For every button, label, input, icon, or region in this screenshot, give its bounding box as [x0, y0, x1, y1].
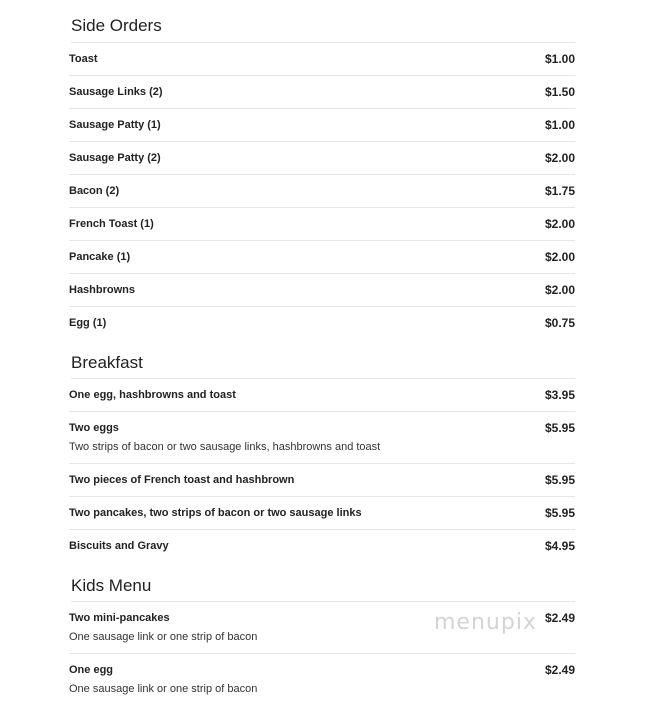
item-price: $2.49: [544, 663, 575, 677]
menu-item: [69, 241, 575, 274]
item-name: Egg (1): [69, 317, 107, 329]
section-side-orders: [69, 0, 575, 340]
item-name: Biscuits and Gravy: [69, 540, 169, 552]
item-name: Two pancakes, two strips of bacon or two sausage links: [69, 507, 362, 519]
menu-item: [69, 142, 575, 175]
item-name: French Toast (1): [69, 218, 154, 230]
item-price: $2.00: [544, 283, 575, 297]
item-price: $5.95: [544, 506, 575, 520]
item-price: $5.95: [544, 473, 575, 487]
menu-item: [69, 43, 575, 76]
item-name: One egg, hashbrowns and toast: [69, 389, 236, 401]
menu-item: [69, 379, 575, 412]
item-name: Bacon (2): [69, 185, 120, 197]
menu-item: [69, 109, 575, 142]
menu-item: [69, 208, 575, 241]
item-name: Two pieces of French toast and hashbrown: [69, 474, 295, 486]
section-title: Breakfast: [71, 340, 575, 379]
item-price: $2.00: [544, 250, 575, 264]
menu-item: [69, 412, 575, 464]
menu-item: [69, 654, 575, 706]
item-price: $5.95: [544, 421, 575, 435]
menu-item: [69, 497, 575, 530]
item-name: Hashbrowns: [69, 284, 136, 296]
section-breakfast: [69, 340, 575, 563]
section-title: Side Orders: [71, 0, 575, 43]
item-name: Two eggs: [69, 422, 119, 434]
item-price: $0.75: [544, 316, 575, 330]
item-price: $3.95: [544, 388, 575, 402]
menu-item: [69, 307, 575, 340]
item-price: $2.00: [544, 151, 575, 165]
section-title: Kids Menu: [71, 563, 575, 602]
item-name: Pancake (1): [69, 251, 131, 263]
menu-item: [69, 464, 575, 497]
item-name: Toast: [69, 53, 98, 65]
item-description: One sausage link or one strip of bacon: [69, 631, 258, 643]
menu: [69, 0, 575, 706]
menu-item: [69, 530, 575, 563]
item-description: Two strips of bacon or two sausage links, hashbrowns and toast: [69, 441, 381, 453]
menu-item: [69, 175, 575, 208]
item-description: One sausage link or one strip of bacon: [69, 683, 258, 695]
item-name: Sausage Links (2): [69, 86, 163, 98]
item-price: $1.50: [544, 85, 575, 99]
item-price: $1.00: [544, 118, 575, 132]
menu-item: [69, 274, 575, 307]
item-name: Two mini-pancakes: [69, 612, 170, 624]
item-price: $4.95: [544, 539, 575, 553]
watermark-logo: menupix: [434, 610, 537, 635]
item-name: Sausage Patty (1): [69, 119, 161, 131]
item-price: $1.00: [544, 52, 575, 66]
item-price: $2.49: [544, 611, 575, 625]
item-name: Sausage Patty (2): [69, 152, 161, 164]
item-name: One egg: [69, 664, 114, 676]
item-price: $2.00: [544, 217, 575, 231]
menu-item: [69, 76, 575, 109]
item-price: $1.75: [544, 184, 575, 198]
